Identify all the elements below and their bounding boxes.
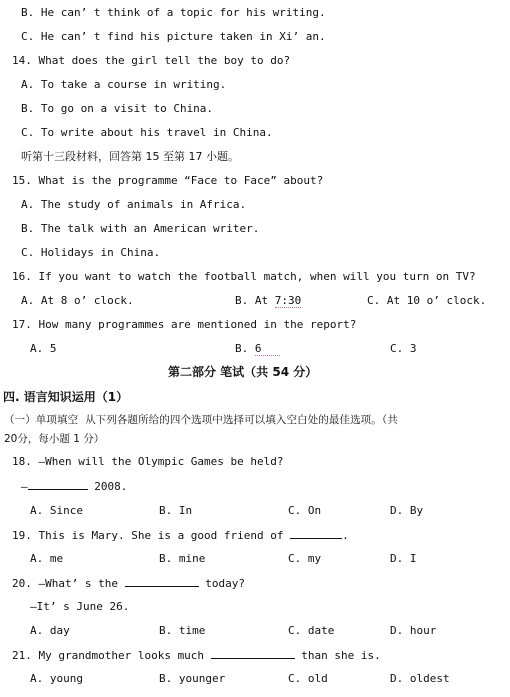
q19-question <box>12 528 349 543</box>
q17-option-b-prefix: B. <box>235 342 255 355</box>
q18-option-a: A. Since <box>30 504 83 517</box>
q18-option-b: B. In <box>159 504 193 517</box>
q17-option-b-value: 6 <box>255 342 280 356</box>
q21-option-d: D. oldest <box>390 672 450 685</box>
q16-option-b-time: 7:30 <box>274 294 302 307</box>
q18-dash: — <box>21 480 28 493</box>
q15-option-a: A. The study of animals in Africa. <box>21 198 247 211</box>
q18-question: 18. —When will the Olympic Games be held? <box>12 455 284 468</box>
q13-option-b: B. He can’ t think of a topic for his writing. <box>21 6 326 19</box>
q20-reply: —It’ s June 26. <box>30 600 130 613</box>
q19-option-b: B. mine <box>159 552 206 565</box>
q18-year: 2008. <box>87 480 128 493</box>
q20-option-c: C. date <box>288 624 335 637</box>
q18-option-c: C. On <box>288 504 322 517</box>
q21-option-c: C. old <box>288 672 328 685</box>
q17-question: 17. How many programmes are mentioned in the report? <box>12 318 357 331</box>
q20-option-a: A. day <box>30 624 70 637</box>
q17-option-c: C. 3 <box>390 342 417 355</box>
q19-question-prefix: 19. This is Mary. She is a good friend of <box>12 529 291 542</box>
section4-title: 四. 语言知识运用（1） <box>3 390 129 404</box>
q20-question-prefix: 20. —What’ s the <box>12 577 125 590</box>
q14-option-c: C. To write about his travel in China. <box>21 126 273 139</box>
q17-option-b <box>235 342 280 356</box>
q17-option-a: A. 5 <box>30 342 57 355</box>
q21-option-a: A. young <box>30 672 83 685</box>
q20-option-d: D. hour <box>390 624 437 637</box>
q19-option-d: D. I <box>390 552 417 565</box>
part2-title: 第二部分 笔试（共 54 分） <box>168 365 318 379</box>
q21-question-prefix: 21. My grandmother looks much <box>12 649 211 662</box>
section4-instruction-line1: （一）单项填空 从下列各题所给的四个选项中选择可以填入空白处的最佳选项。（共 <box>4 414 398 426</box>
q16-option-b-prefix: B. At <box>235 294 275 307</box>
q18-option-d: D. By <box>390 504 424 517</box>
q19-blank <box>290 528 342 539</box>
q13-option-c: C. He can’ t find his picture taken in Xi’ an. <box>21 30 326 43</box>
q19-option-a: A. me <box>30 552 64 565</box>
q18-blank <box>28 479 88 490</box>
q14-question: 14. What does the girl tell the boy to do? <box>12 54 291 67</box>
q16-option-a: A. At 8 o’ clock. <box>21 294 134 307</box>
q20-question <box>12 576 245 591</box>
q21-blank <box>211 648 295 659</box>
q15-option-c: C. Holidays in China. <box>21 246 161 259</box>
q20-blank <box>125 576 199 587</box>
q14-option-a: A. To take a course in writing. <box>21 78 227 91</box>
q14-option-b: B. To go on a visit to China. <box>21 102 214 115</box>
q20-option-b: B. time <box>159 624 206 637</box>
q16-question: 16. If you want to watch the football match, when will you turn on TV? <box>12 270 476 283</box>
q16-option-b <box>235 294 301 308</box>
q21-option-b: B. younger <box>159 672 226 685</box>
section4-instruction-line2: 20分，每小题 1 分） <box>4 433 105 445</box>
q15-question: 15. What is the programme “Face to Face” about? <box>12 174 324 187</box>
q19-question-suffix: . <box>342 529 349 542</box>
q15-option-b: B. The talk with an American writer. <box>21 222 260 235</box>
q16-option-c: C. At 10 o’ clock. <box>367 294 487 307</box>
q20-question-suffix: today? <box>198 577 245 590</box>
q18-answer-line <box>21 479 127 494</box>
q21-question-suffix: than she is. <box>294 649 381 662</box>
section13-instruction: 听第十三段材料，回答第 15 至第 17 小题。 <box>21 150 239 163</box>
q19-option-c: C. my <box>288 552 322 565</box>
q21-question <box>12 648 381 663</box>
